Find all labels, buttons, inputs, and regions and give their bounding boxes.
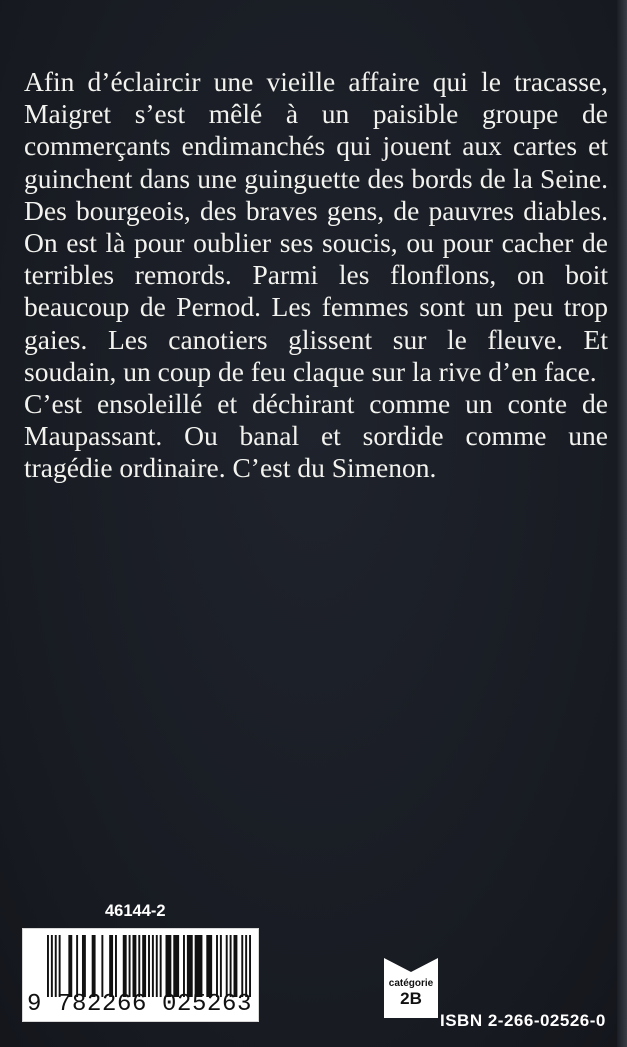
barcode-bars: [47, 935, 251, 997]
barcode-bar: [195, 935, 203, 997]
barcode-bar: [123, 935, 127, 997]
barcode-bar: [82, 935, 86, 997]
barcode-bar: [160, 935, 162, 997]
barcode-bar: [230, 935, 232, 997]
barcode-bar: [249, 935, 251, 997]
barcode-bar: [47, 935, 49, 997]
barcode-bar: [59, 935, 61, 997]
barcode-bar: [76, 935, 78, 997]
cover-edge: [617, 0, 627, 1047]
barcode-bar: [173, 935, 179, 997]
barcode: [22, 928, 259, 1022]
barcode-bar: [51, 935, 53, 997]
category-label: catégorie: [388, 978, 434, 989]
barcode-digits: 9 782266 025263: [27, 991, 253, 1018]
barcode-bar: [241, 935, 243, 997]
barcode-bar: [216, 935, 218, 997]
barcode-bar: [132, 935, 136, 997]
blurb-text: [24, 66, 608, 485]
barcode-bar: [68, 935, 72, 997]
barcode-bar: [138, 935, 140, 997]
barcode-bar: [187, 935, 193, 997]
category-badge: [384, 958, 438, 1018]
barcode-bar: [156, 935, 158, 997]
barcode-bar: [234, 935, 238, 997]
barcode-bar: [92, 935, 96, 997]
barcode-bar: [148, 935, 150, 997]
barcode-bar: [245, 935, 247, 997]
barcode-bar: [206, 935, 212, 997]
barcode-bar: [129, 935, 131, 997]
blurb-paragraph: C’est ensoleillé et déchirant comme un conte de Maupassant. Ou banal et sordide comme une tragédie ordinaire. C’est du Simenon.: [24, 388, 608, 484]
barcode-bar: [142, 935, 146, 997]
barcode-bar: [109, 935, 113, 997]
barcode-bar: [166, 935, 172, 997]
barcode-bar: [101, 935, 103, 997]
barcode-bar: [183, 935, 185, 997]
barcode-bar: [226, 935, 228, 997]
barcode-bar: [220, 935, 222, 997]
barcode-bar: [115, 935, 117, 997]
blurb-paragraph: Afin d’éclaircir une vieille affaire qui le tracasse, Maigret s’est mêlé à un paisible groupe de commerçants endimanchés qui jouent aux cartes et guinchent dans une guinguette des bords de la Seine. Des bourgeois, des braves gens, de pauvres diables. On est là pour oublier ses soucis, ou pour cacher de terribles remords. Parmi les flonflons, on boit beaucoup de Pernod. Les femmes sont un peu trop gaies. Les canotiers glissent sur le fleuve. Et soudain, un coup de feu claque sur la rive d’en face.: [24, 66, 608, 387]
barcode-bar: [152, 935, 154, 997]
barcode-bar: [55, 935, 57, 997]
isbn-number: ISBN 2-266-02526-0: [440, 1011, 606, 1030]
category-code: 2B: [400, 989, 422, 1008]
product-code: 46144-2: [105, 902, 166, 920]
